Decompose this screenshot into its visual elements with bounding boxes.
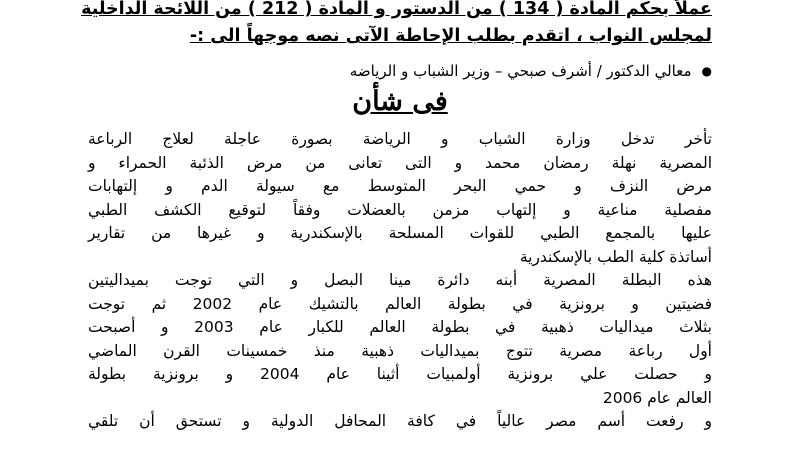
body-line: مفصلية مناعية و إلتهاب مزمن بالعضلات وفقاً لتوقيع الكشف الطبي: [88, 200, 712, 219]
body-line: مرض النزف و حمي البحر المتوسط مع سيولة الدم و إلتهابات: [88, 177, 712, 195]
intro-line: لمجلس النواب ، اتقدم بطلب الإحاطة الآتى نصه موجهاً الى :-: [189, 26, 712, 46]
addressee-line: [88, 60, 712, 82]
body-line: بثلاث ميداليات ذهبية في بطولة العالم للكبار عام 2003 و أصبحت: [88, 318, 712, 336]
body-line: و رفعت أسم مصر عالياً في كافة المحافل الدولية و تستحق أن تلقي: [88, 412, 712, 430]
body-line: فضيتين و برونزية في بطولة العالم بالتشيك عام 2002 ثم توجت: [88, 294, 712, 313]
bullet-icon: ●: [701, 64, 712, 78]
body-line: و حصلت علي برونزية أولمبيات أثينا عام 2004 و برونزية بطولة: [88, 365, 712, 383]
body-line: أساتذة كلية الطب بالإسكندرية: [519, 247, 712, 266]
body-line: تأخر تدخل وزارة الشباب و الرياضة بصورة عاجلة لعلاج الرباعة: [88, 130, 712, 148]
body-text: [88, 128, 712, 434]
body-line: أول رباعة مصرية تتوج بميداليات ذهبية منذ خمسينات القرن الماضي: [88, 341, 712, 360]
body-line: المصرية نهلة رمضان محمد و التى تعانى من مرض الذئبة الحمراء و: [88, 153, 712, 172]
intro-paragraph: [81, 0, 712, 50]
addressee-text: معالي الدكتور / أشرف صبحي – وزير الشباب و الرياضه: [349, 62, 692, 80]
body-line: العالم عام 2006: [602, 388, 712, 407]
intro-line: عملاً بحكم المادة ( 134 ) من الدستور و المادة ( 212 ) من اللائحة الداخلية: [81, 0, 712, 19]
body-line: عليها بالمجمع الطبي للقوات المسلحة بالإسكندرية و غيرها من تقارير: [88, 224, 712, 242]
subject-heading: فى شأن: [352, 86, 448, 117]
body-line: هذه البطلة المصرية أبنه دائرة مينا البصل و التي توجت بميداليتين: [88, 271, 712, 289]
